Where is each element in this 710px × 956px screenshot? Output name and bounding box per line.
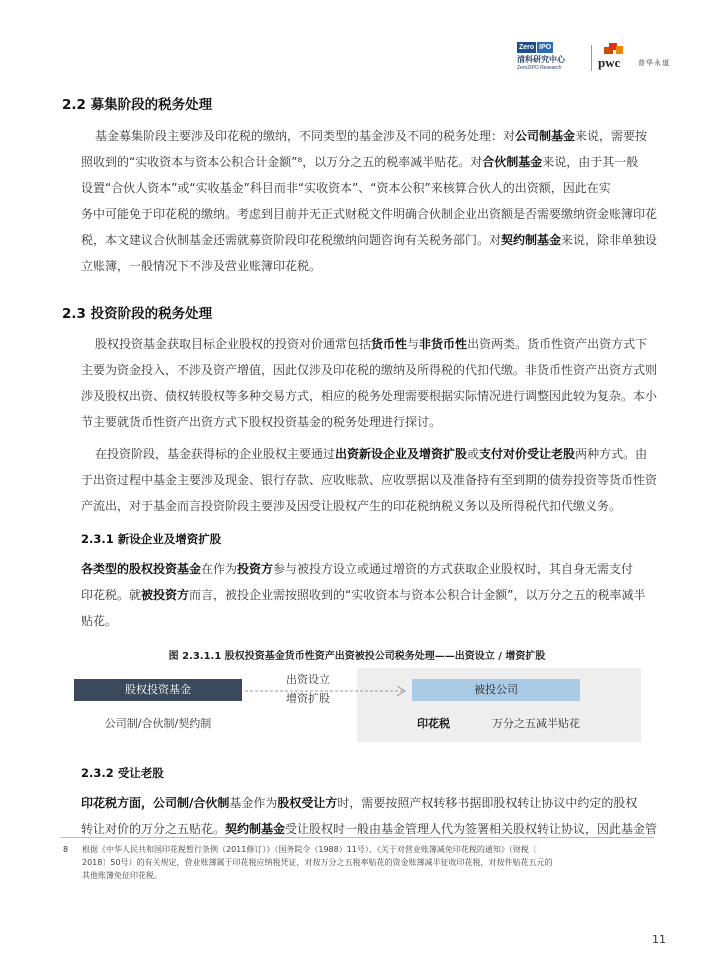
footnote-text [82, 843, 654, 882]
section-2-3-paragraph-1 [81, 331, 658, 435]
text-run: 受让股权时一般由基金管理人代为签署相关股权转让协议，因此基金管 [285, 822, 658, 836]
stamp-tax-rate: 万分之五减半贴花 [492, 717, 580, 730]
text-run: 或 [467, 447, 480, 461]
bold-term: 被投资方 [141, 588, 190, 602]
bold-term: 股权受让方 [277, 796, 338, 810]
text-line [81, 201, 658, 227]
text-line [81, 467, 658, 493]
text-run: 来说，除非单独设 [561, 233, 658, 247]
bold-term: 合伙制基金 [482, 155, 543, 169]
bold-term: 投资方 [237, 562, 274, 576]
text-line [81, 441, 648, 467]
pwc-wordmark: pwc [598, 55, 621, 70]
zero-en-name: Zero2IPO Research [517, 65, 562, 71]
section-2-3-paragraph-2 [81, 441, 658, 519]
text-run: 基金募集阶段主要涉及印花税的缴纳，不同类型的基金涉及不同的税务处理：对 [95, 129, 516, 143]
text-run: 立账簿，一般情况下不涉及营业账簿印花税。 [81, 259, 322, 273]
flow-arrow-icon [243, 683, 413, 699]
invested-company-box: 被投公司 [412, 679, 580, 701]
bold-term: 公司制基金 [515, 129, 576, 143]
pwc-logo [598, 43, 632, 71]
text-run: 贴花。 [81, 614, 118, 628]
text-line [81, 383, 658, 409]
figure-title: 图 2.3.1.1 股权投资基金货币性资产出资被投公司税务处理——出资设立 / 增资扩股 [168, 651, 546, 662]
text-run: 与 [407, 337, 420, 351]
zero-badge-a: Zero [519, 44, 535, 51]
text-run: 务中可能免于印花税的缴纳。考虑到目前并无正式财税文件明确合伙制企业出资额是否需要缴纳资金账簿印花 [81, 207, 658, 221]
text-run: 税，本文建议合伙制基金还需就募资阶段印花税缴纳问题咨询有关税务部门。对 [81, 233, 502, 247]
text-line [81, 175, 633, 201]
text-line [81, 253, 633, 279]
text-run: 基金作为 [229, 796, 278, 810]
text-line [81, 816, 658, 842]
zero-cn-name: 清科研究中心 [517, 55, 565, 64]
text-run: 而言，被投企业需按照收到的“实收资本与资本公积合计金额”，以万分之五的税率减半 [189, 588, 646, 602]
bold-term: 货币性 [371, 337, 408, 351]
section-2-3-2-heading: 2.3.2 受让老股 [81, 766, 164, 780]
text-line [81, 556, 633, 582]
text-line [81, 582, 646, 608]
text-line [81, 331, 648, 357]
text-run: 在投资阶段，基金获得标的企业股权主要通过 [95, 447, 336, 461]
text-run: 在作为 [201, 562, 238, 576]
section-2-3-1-paragraph [81, 556, 646, 634]
text-run: 来说，需要按 [575, 129, 648, 143]
header-divider [591, 45, 592, 71]
text-run: 出资两类。货币性资产出资方式下 [467, 337, 648, 351]
text-line [81, 123, 648, 149]
text-run: 产流出，对于基金而言投资阶段主要涉及因受让股权产生的印花税纳税义务以及所得税代扣代缴义务。 [81, 499, 622, 513]
text-run: 印花税。就 [81, 588, 142, 602]
page-number: 11 [652, 933, 666, 946]
arrow-label-setup: 出资设立 [286, 673, 330, 686]
stamp-tax-label: 印花税 [417, 717, 450, 730]
pwc-cn-name: 普华永道 [638, 59, 670, 67]
bold-term: 各类型的股权投资基金 [81, 562, 202, 576]
section-2-3-1-heading: 2.3.1 新设企业及增资扩股 [81, 532, 222, 546]
fund-types-caption: 公司制/合伙制/契约制 [104, 717, 212, 730]
text-run: 转让对价的万分之五贴花。 [81, 822, 226, 836]
footnote-line: 2018〕50号）的有关规定，营业账簿属于印花税应纳税凭证，对按万分之五税率贴花的资金账簿减半征收印花税，对按件贴花五元的 [82, 858, 553, 867]
text-line [81, 493, 633, 519]
text-run: 参与被投方设立或通过增资的方式获取企业股权时，其自身无需支付 [273, 562, 634, 576]
equity-fund-box: 股权投资基金 [74, 679, 242, 701]
text-line [81, 149, 639, 175]
section-2-2-heading: 2.2 募集阶段的税务处理 [62, 97, 213, 113]
bold-term: 出资新设企业及增资扩股 [335, 447, 468, 461]
text-run: 两种方式。由 [575, 447, 648, 461]
text-run: 照收到的“实收资本与资本公积合计金额”⁸，以万分之五的税率减半贴花。对 [81, 155, 483, 169]
text-line [81, 227, 658, 253]
text-run: 于出资过程中基金主要涉及现金、银行存款、应收账款、应收票据以及准备持有至到期的债券投资等货币性资 [81, 473, 658, 487]
text-line [81, 608, 633, 634]
bold-term: 非货币性 [419, 337, 468, 351]
text-run: 时，需要按照产权转移书据即股权转让协议中约定的股权 [337, 796, 638, 810]
zero-badge-b: IPO [539, 44, 552, 51]
text-run: 设置“合伙人资本”或“实收基金”科目而非“实收资本”、“资本公积”来核算合伙人的出资额，因此在实 [81, 181, 611, 195]
text-run: 股权投资基金获取目标企业股权的投资对价通常包括 [95, 337, 372, 351]
text-run: 主要为资金投入，不涉及资产增值，因此仅涉及印花税的缴纳及所得税的代扣代缴。非货币性资产出资方式则 [81, 363, 658, 377]
text-run: 来说，由于其一般 [542, 155, 639, 169]
footnote-number: 8 [63, 845, 69, 854]
arrow-label-capital-increase: 增资扩股 [286, 692, 330, 705]
zero2ipo-logo [517, 42, 589, 72]
bold-term: 契约制基金 [225, 822, 286, 836]
footnote-rule [60, 837, 654, 838]
text-run: 涉及股权出资、债权转股权等多种交易方式，相应的税务处理需要根据实际情况进行调整因此较为复杂。本小 [81, 389, 658, 403]
bold-term: 契约制基金 [501, 233, 562, 247]
footnote-line: 根据《中华人民共和国印花税暂行条例（2011修订）》（国务院令（1988）11号）、《关于对营业账簿减免印花税的通知》（财税〔 [82, 845, 537, 854]
section-2-2-paragraph [81, 123, 658, 279]
text-line [81, 409, 633, 435]
text-run: 节主要就货币性资产出资方式下股权投资基金的税务处理进行探讨。 [81, 415, 442, 429]
bold-term: 印花税方面，公司制/合伙制 [81, 796, 230, 810]
text-line [81, 357, 658, 383]
section-2-3-2-paragraph [81, 790, 658, 842]
text-line [81, 790, 638, 816]
bold-term: 支付对价受让老股 [479, 447, 576, 461]
section-2-3-heading: 2.3 投资阶段的税务处理 [62, 306, 213, 322]
footnote-line: 其他账簿免征印花税。 [82, 871, 162, 880]
